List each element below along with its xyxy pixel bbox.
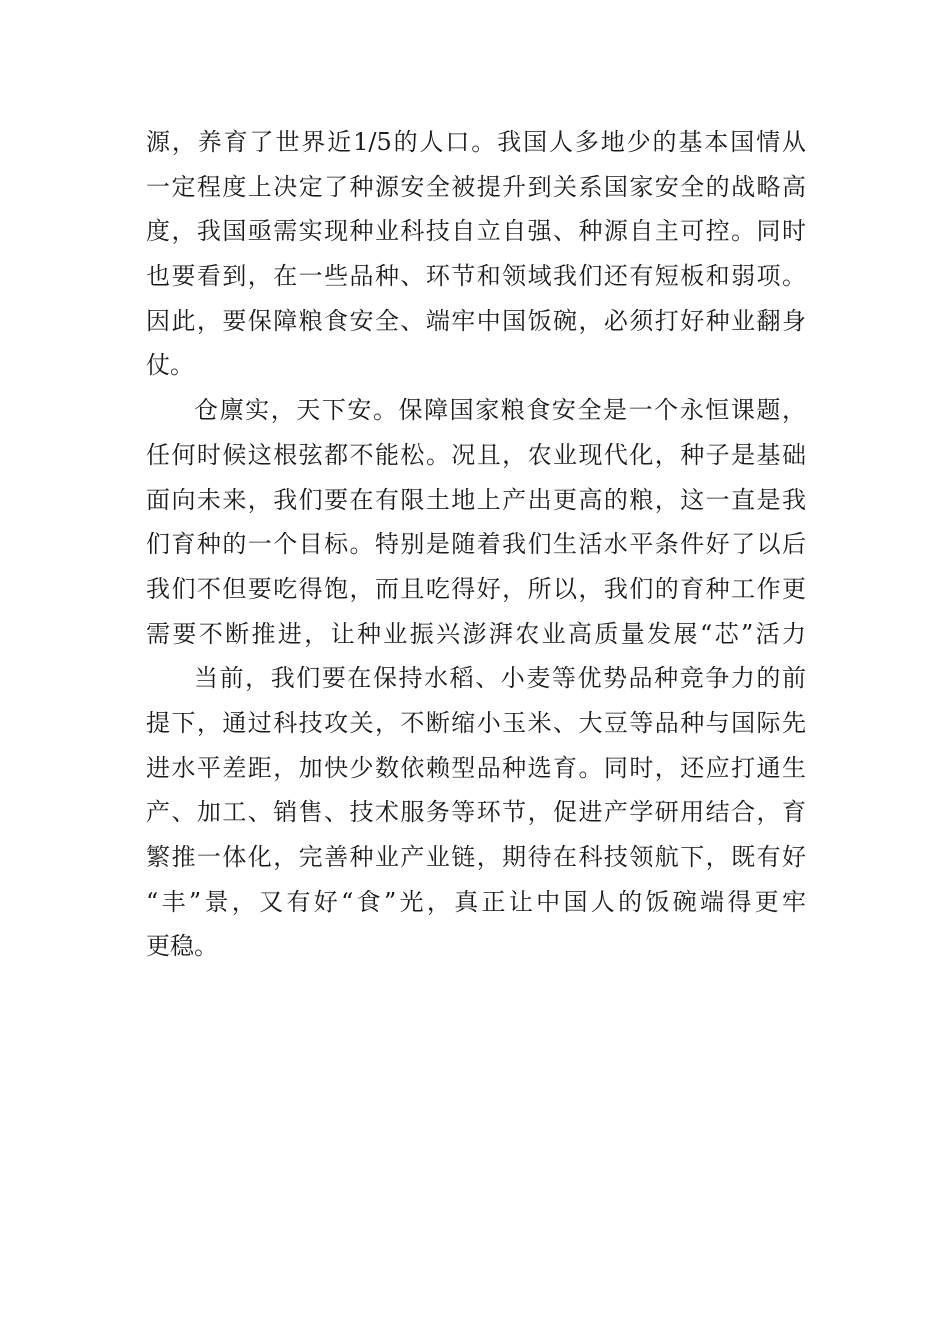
paragraph-3 — [146, 656, 806, 969]
text-line: “丰”景，又有好“食”光，真正让中国人的饭碗端得更牢 — [146, 887, 806, 916]
text-line: 面向未来，我们要在有限土地上产出更高的粮，这一直是我 — [146, 485, 806, 514]
text-line: 需要不断推进，让种业振兴澎湃农业高质量发展“芯”活力 — [146, 619, 806, 648]
text-line: 当前，我们要在保持水稻、小麦等优势品种竞争力的前 — [194, 664, 806, 693]
text-line: 仗。 — [146, 351, 194, 380]
text-line: 更稳。 — [146, 932, 218, 961]
text-line: 因此，要保障粮食安全、端牢中国饭碗，必须打好种业翻身 — [146, 306, 806, 335]
paragraph-2 — [146, 388, 806, 656]
text-line: 源，养育了世界近1/5的人口。我国人多地少的基本国情从 — [146, 128, 806, 156]
text-line: 任何时候这根弦都不能松。况且，农业现代化，种子是基础 — [146, 440, 806, 469]
text-line: 度，我国亟需实现种业科技自立自强、种源自主可控。同时 — [146, 217, 806, 246]
text-line: 繁推一体化，完善种业产业链，期待在科技领航下，既有好 — [146, 843, 806, 871]
text-line: 我们不但要吃得饱，而且吃得好，所以，我们的育种工作更 — [146, 574, 806, 603]
text-line: 一定程度上决定了种源安全被提升到关系国家安全的战略高 — [146, 172, 806, 201]
text-line: 们育种的一个目标。特别是随着我们生活水平条件好了以后 — [146, 530, 806, 559]
document-body — [146, 120, 806, 969]
text-line: 仓廪实，天下安。保障国家粮食安全是一个永恒课题， — [194, 396, 806, 425]
text-line: 提下，通过科技攻关，不断缩小玉米、大豆等品种与国际先 — [146, 708, 806, 737]
text-line: 产、加工、销售、技术服务等环节，促进产学研用结合，育 — [146, 798, 806, 827]
paragraph-1 — [146, 120, 806, 388]
text-line: 进水平差距，加快少数依赖型品种选育。同时，还应打通生 — [146, 753, 806, 782]
text-line: 也要看到，在一些品种、环节和领域我们还有短板和弱项。 — [146, 262, 806, 291]
